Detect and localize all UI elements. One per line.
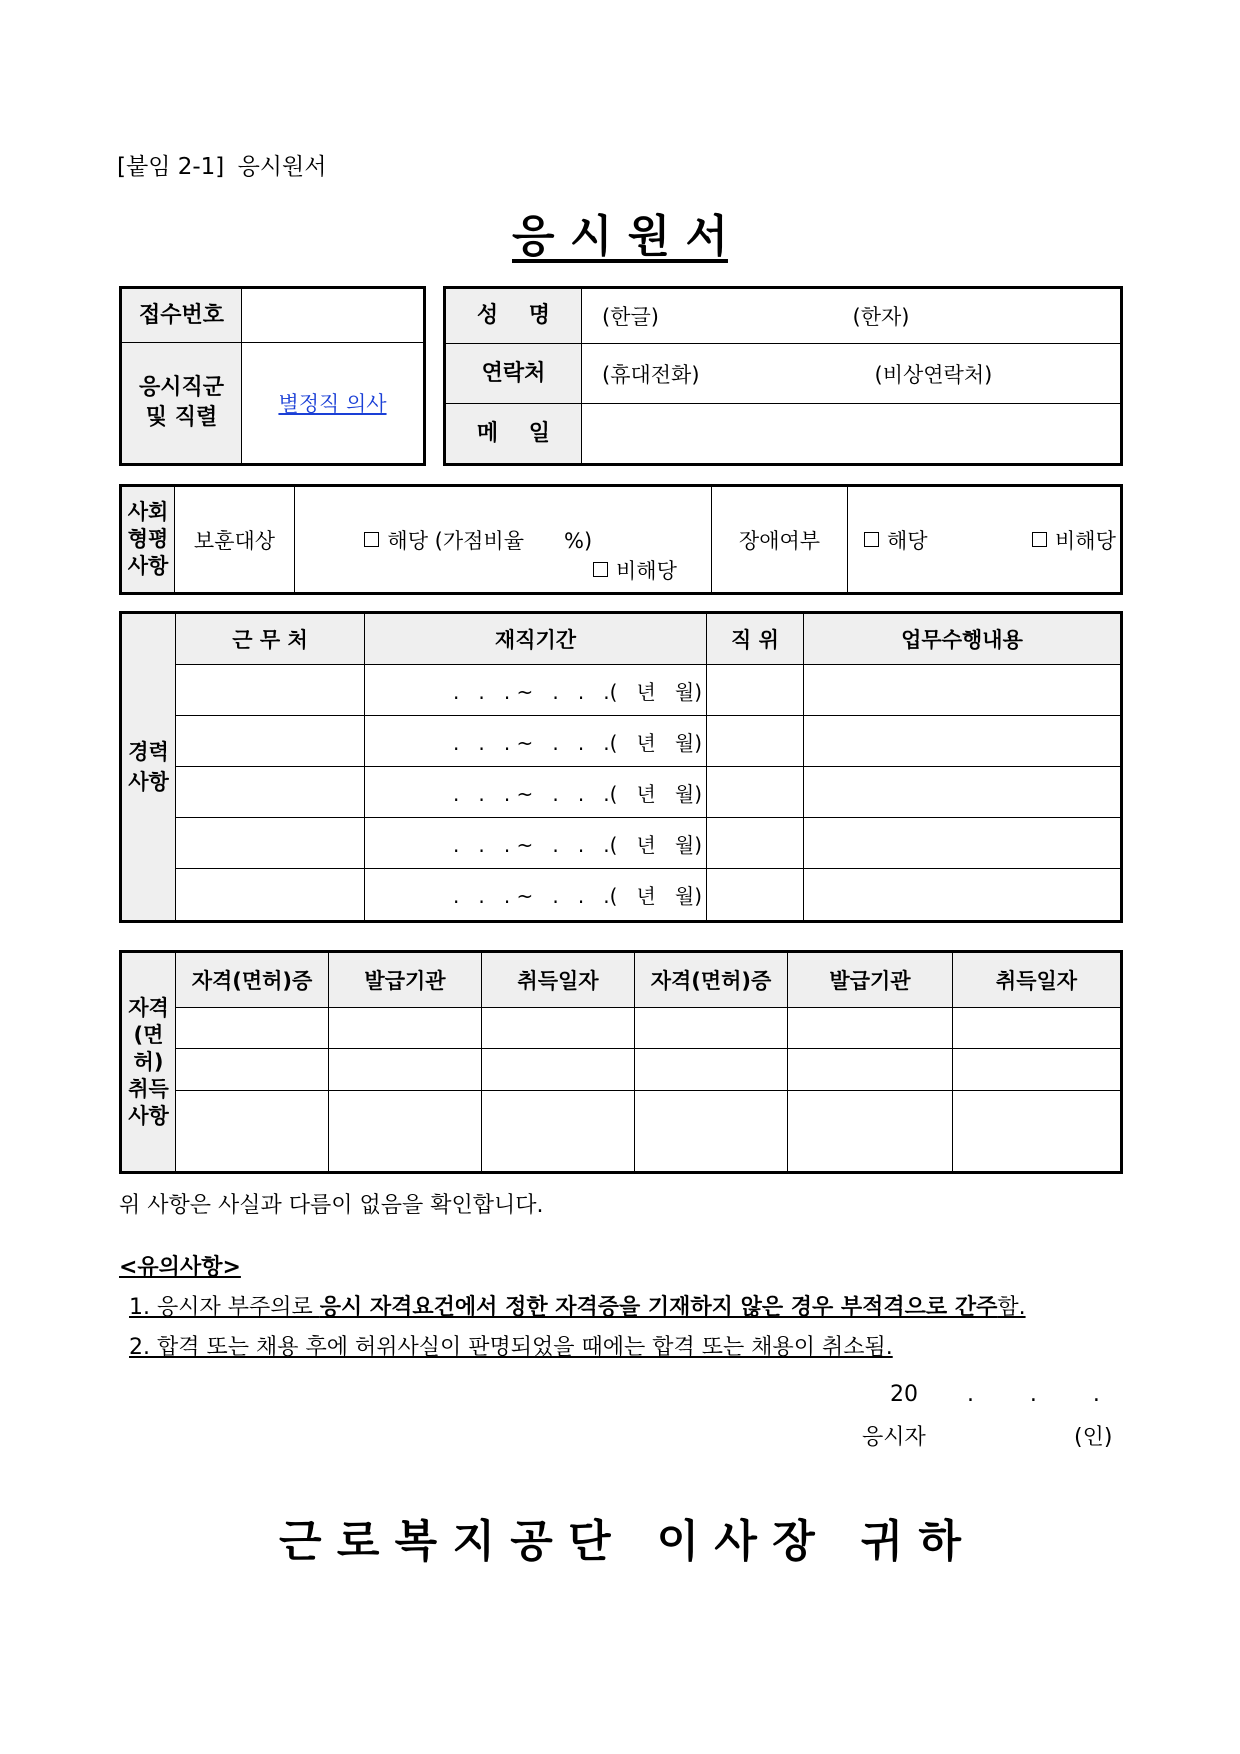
license-header-name: 자격(면허)증 — [176, 952, 329, 1008]
license-label-1: 자격 — [128, 995, 169, 1020]
disability-label: 장애여부 — [712, 486, 848, 594]
checkbox-icon[interactable] — [593, 562, 608, 577]
applicant-label: 응시자 — [862, 1425, 926, 1450]
note-item-1-post: 함. — [997, 1295, 1026, 1320]
license-cell[interactable] — [953, 1049, 1122, 1090]
checkbox-icon[interactable] — [1032, 532, 1047, 547]
veteran-no-label: 비해당 — [616, 558, 677, 583]
license-cell[interactable] — [482, 1008, 635, 1049]
period-cell[interactable]: . . . ~ . . .( 년 월) — [365, 869, 707, 922]
position-cell[interactable] — [707, 869, 804, 922]
license-label-4: 사항 — [128, 1103, 169, 1128]
position-cell[interactable] — [707, 818, 804, 869]
veteran-yes-label: 해당 (가점비율 %) — [387, 528, 593, 553]
license-cell[interactable] — [329, 1008, 482, 1049]
license-cell[interactable] — [329, 1090, 482, 1173]
license-cell[interactable] — [635, 1090, 788, 1173]
contact-field[interactable] — [582, 344, 1122, 404]
name-field[interactable] — [582, 288, 1122, 344]
period-cell[interactable]: . . . ~ . . .( 년 월) — [365, 716, 707, 767]
social-equity-table — [119, 484, 1123, 595]
license-cell[interactable] — [953, 1090, 1122, 1173]
license-table — [119, 950, 1123, 1174]
license-cell[interactable] — [635, 1008, 788, 1049]
note-item-2: 2. 합격 또는 채용 후에 허위사실이 판명되었을 때에는 합격 또는 채용이 취소됨. — [129, 1335, 893, 1360]
career-header-duties: 업무수행내용 — [804, 613, 1122, 665]
license-cell[interactable] — [176, 1008, 329, 1049]
attachment-label: [붙임 2-1] — [117, 154, 225, 180]
table-row — [121, 869, 1122, 922]
duties-cell[interactable] — [804, 818, 1122, 869]
receipt-table — [119, 286, 426, 466]
receipt-no-field[interactable] — [242, 288, 425, 343]
table-row — [121, 1008, 1122, 1049]
table-row — [121, 1090, 1122, 1173]
license-cell[interactable] — [329, 1049, 482, 1090]
disability-yes-label: 해당 — [887, 528, 928, 553]
veteran-label: 보훈대상 — [175, 486, 295, 594]
license-cell[interactable] — [176, 1049, 329, 1090]
workplace-cell[interactable] — [176, 767, 365, 818]
license-cell[interactable] — [635, 1049, 788, 1090]
table-row — [121, 665, 1122, 716]
notes-title: <유의사항> — [119, 1255, 241, 1280]
social-label — [121, 486, 175, 594]
license-cell[interactable] — [482, 1049, 635, 1090]
email-field[interactable] — [582, 404, 1122, 465]
checkbox-icon[interactable] — [364, 532, 379, 547]
addressee: 근 로 복 지 공 단 이 사 장 귀 하 — [279, 1516, 961, 1567]
position-cell[interactable] — [707, 716, 804, 767]
job-label-line1: 응시직군 — [138, 375, 224, 400]
license-header-name: 자격(면허)증 — [635, 952, 788, 1008]
social-label-3: 사항 — [127, 554, 169, 578]
checkbox-icon[interactable] — [864, 532, 879, 547]
job-field[interactable] — [242, 343, 425, 465]
table-row — [121, 716, 1122, 767]
note-item-1-pre: 1. 응시자 부주의로 — [129, 1295, 320, 1320]
position-cell[interactable] — [707, 665, 804, 716]
career-label — [121, 613, 176, 922]
disability-no-option[interactable] — [1032, 525, 1116, 555]
email-label: 메 일 — [445, 404, 582, 465]
period-cell[interactable]: . . . ~ . . .( 년 월) — [365, 665, 707, 716]
workplace-cell[interactable] — [176, 665, 365, 716]
license-cell[interactable] — [788, 1049, 953, 1090]
career-header-period: 재직기간 — [365, 613, 707, 665]
duties-cell[interactable] — [804, 767, 1122, 818]
duties-cell[interactable] — [804, 665, 1122, 716]
career-label-1: 경력 — [128, 740, 169, 764]
license-label-2: (면허) — [133, 1022, 164, 1074]
note-item-1-bold: 응시 자격요건에서 정한 자격증을 기재하지 않은 경우 부적격으로 간주 — [319, 1295, 998, 1320]
position-cell[interactable] — [707, 767, 804, 818]
license-cell[interactable] — [788, 1090, 953, 1173]
emergency-label: (비상연락처) — [874, 362, 993, 387]
period-cell[interactable]: . . . ~ . . .( 년 월) — [365, 767, 707, 818]
license-cell[interactable] — [788, 1008, 953, 1049]
disability-options — [848, 486, 1122, 594]
license-header-issuer: 발급기관 — [788, 952, 953, 1008]
veteran-options — [295, 486, 712, 594]
license-cell[interactable] — [482, 1090, 635, 1173]
duties-cell[interactable] — [804, 716, 1122, 767]
license-cell[interactable] — [176, 1090, 329, 1173]
table-row — [121, 818, 1122, 869]
period-cell[interactable]: . . . ~ . . .( 년 월) — [365, 818, 707, 869]
duties-cell[interactable] — [804, 869, 1122, 922]
table-row — [121, 767, 1122, 818]
receipt-no-label: 접수번호 — [121, 288, 242, 343]
name-korean: (한글) — [602, 305, 659, 329]
job-value[interactable]: 별정직 의사 — [278, 392, 387, 416]
workplace-cell[interactable] — [176, 716, 365, 767]
license-header-date: 취득일자 — [953, 952, 1122, 1008]
disability-yes-option[interactable] — [864, 529, 928, 553]
doc-title: 응 시 원 서 — [512, 211, 728, 262]
license-header-issuer: 발급기관 — [329, 952, 482, 1008]
license-label — [121, 952, 176, 1173]
license-label-3: 취득 — [128, 1076, 169, 1101]
name-label: 성 명 — [445, 288, 582, 344]
mobile-label: (휴대전화) — [602, 362, 700, 387]
note-item-1 — [129, 1290, 1026, 1321]
confirm-text: 위 사항은 사실과 다름이 없음을 확인합니다. — [119, 1193, 544, 1218]
career-table — [119, 611, 1123, 923]
veteran-yes-option[interactable] — [311, 529, 592, 579]
career-header-workplace: 근 무 처 — [176, 613, 365, 665]
date-line[interactable]: 20 . . . — [890, 1382, 1100, 1407]
disability-no-label: 비해당 — [1055, 528, 1116, 553]
applicant-info-table — [443, 286, 1123, 466]
name-hanja: (한자) — [852, 305, 910, 329]
social-label-1: 사회 — [127, 500, 169, 524]
attachment-header — [117, 148, 326, 181]
table-row — [121, 1049, 1122, 1090]
social-label-2: 형평 — [127, 527, 169, 551]
license-cell[interactable] — [953, 1008, 1122, 1049]
seal-label: (인) — [1074, 1425, 1113, 1450]
veteran-no-option[interactable] — [593, 555, 677, 585]
career-header-position: 직 위 — [707, 613, 804, 665]
job-label-line2: 및 직렬 — [145, 405, 218, 430]
contact-label: 연락처 — [445, 344, 582, 404]
career-label-2: 사항 — [128, 770, 169, 794]
workplace-cell[interactable] — [176, 818, 365, 869]
attachment-title: 응시원서 — [237, 154, 327, 180]
license-header-date: 취득일자 — [482, 952, 635, 1008]
workplace-cell[interactable] — [176, 869, 365, 922]
job-label — [121, 343, 242, 465]
